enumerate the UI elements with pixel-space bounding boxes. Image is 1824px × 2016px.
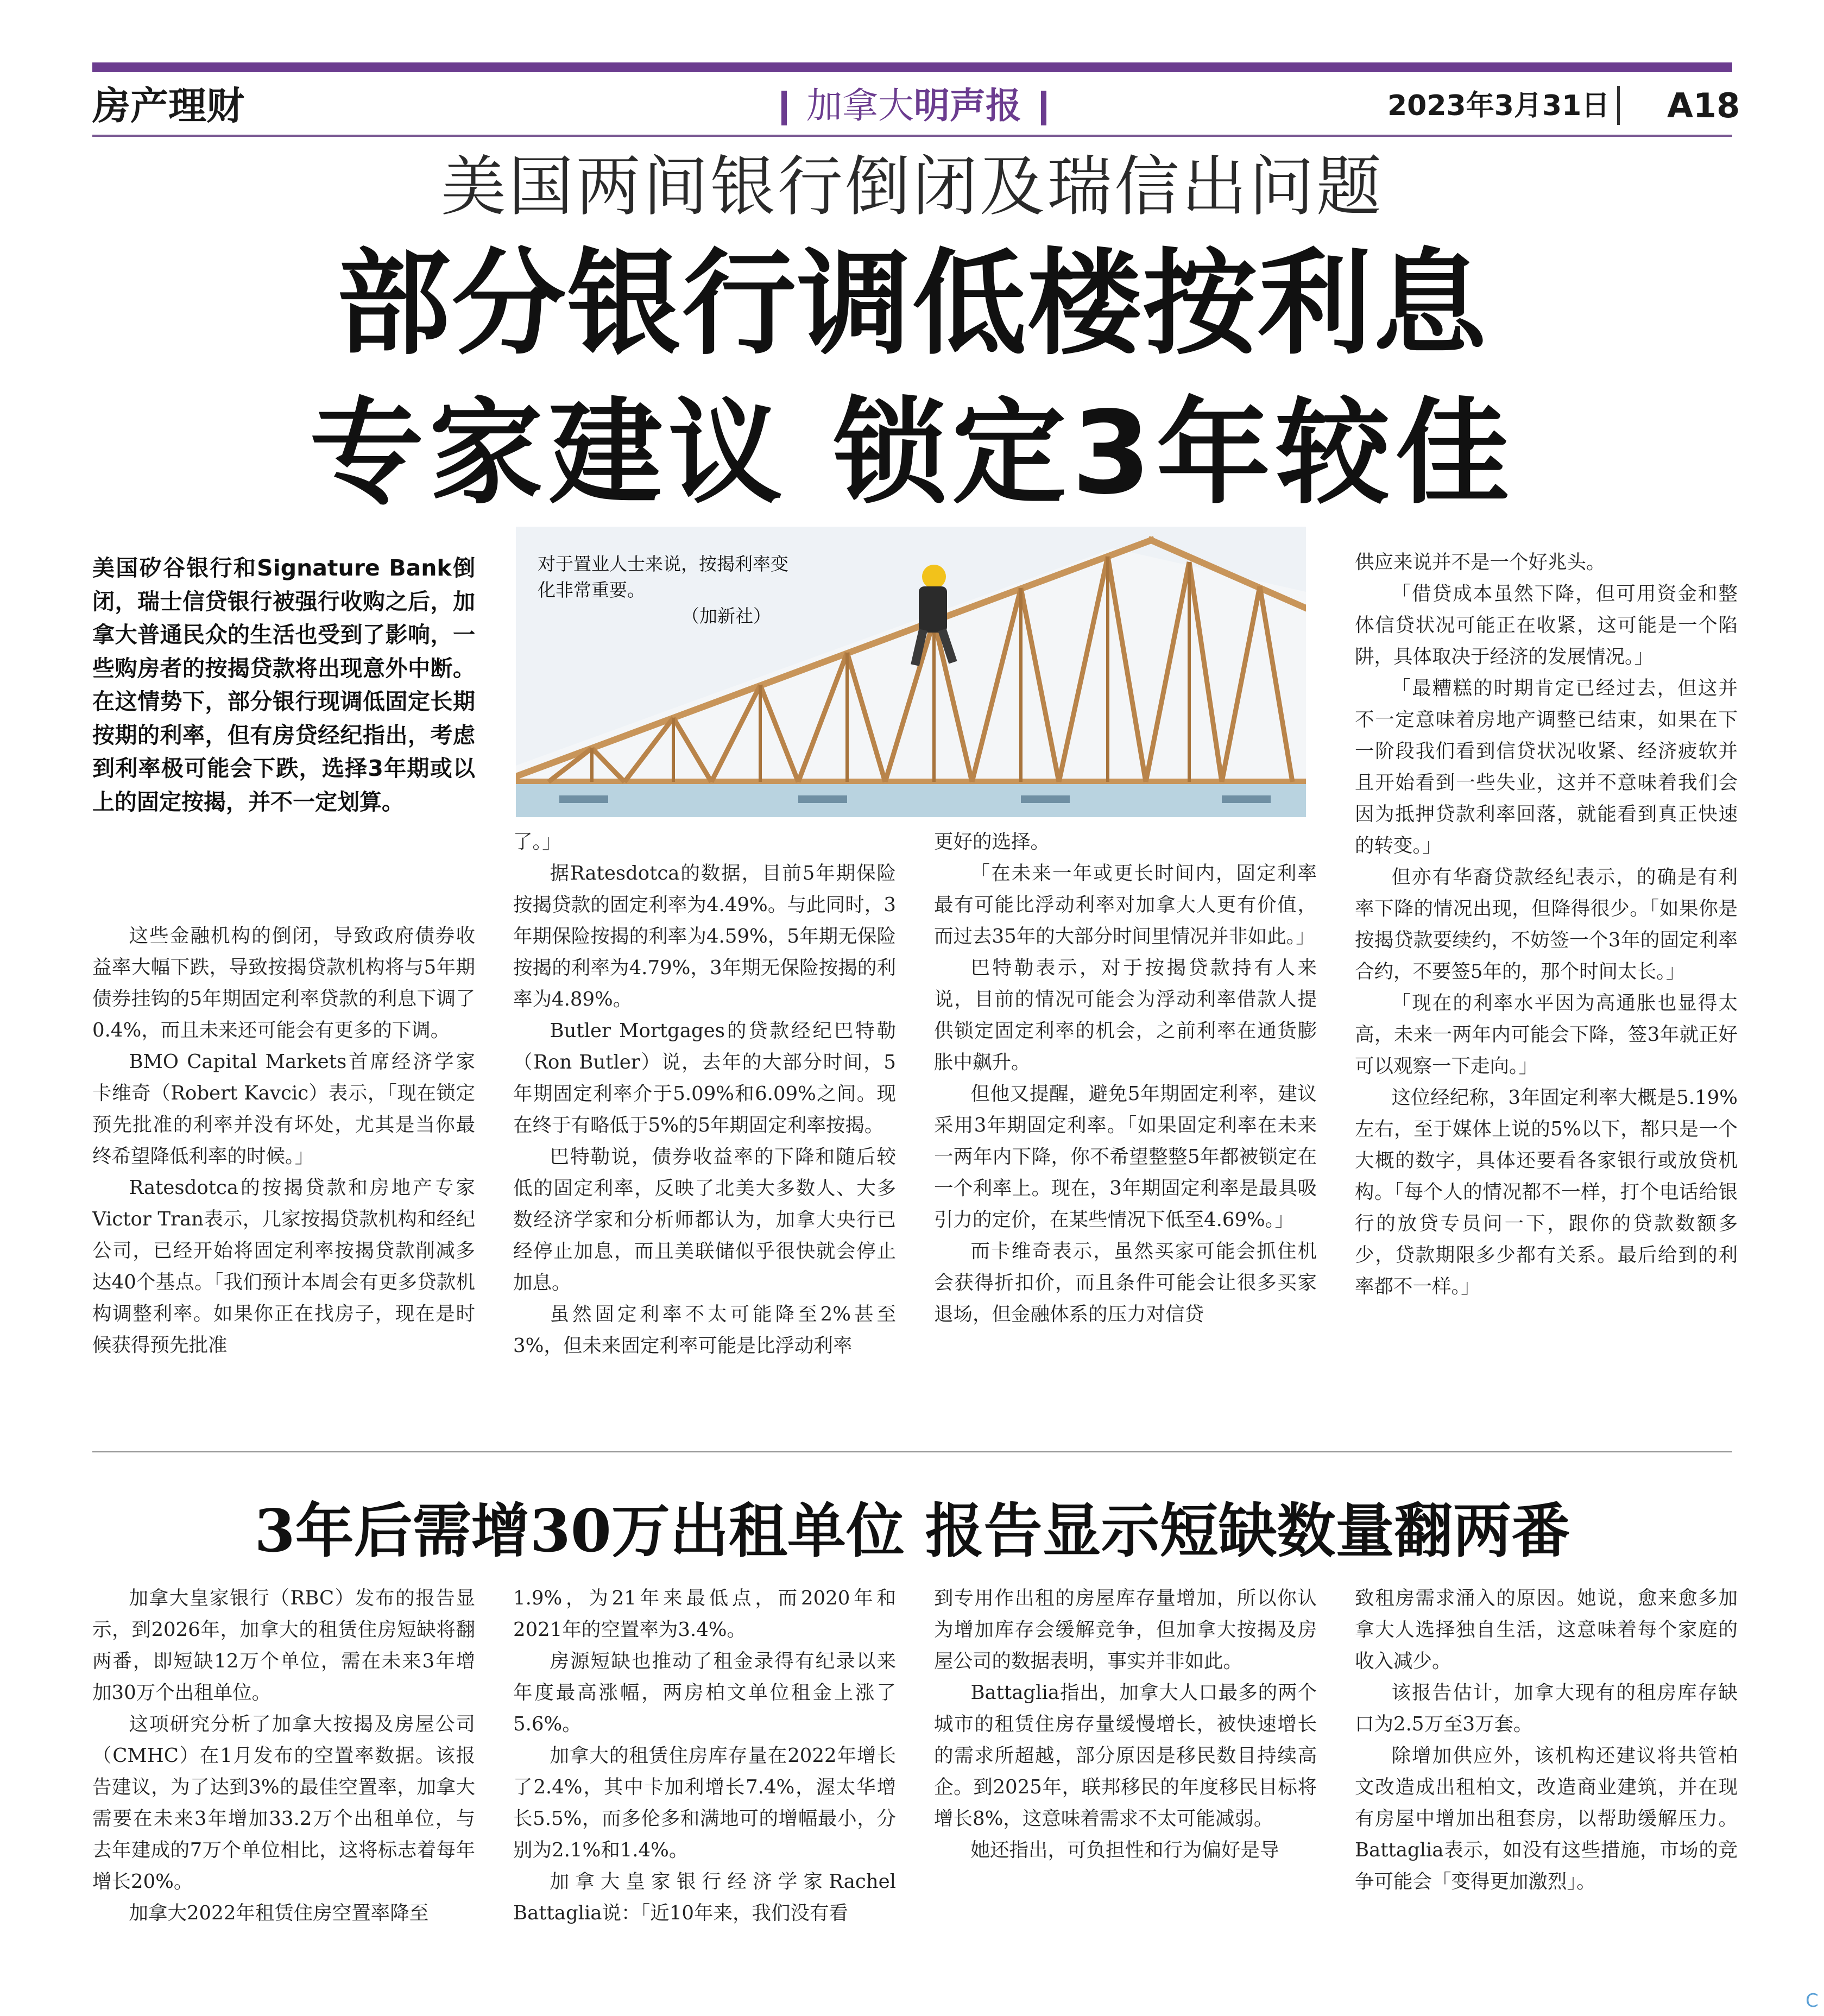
photo-caption bbox=[538, 551, 793, 629]
paragraph: 巴特勒说，债券收益率的下降和随后较低的固定利率，反映了北美大多数人、大多数经济学家和分析师都认为，加拿大央行已经停止加息，而且美联储似乎很快就会停止加息。 bbox=[513, 1146, 896, 1294]
paragraph: 供应来说并不是一个好兆头。 bbox=[1355, 551, 1606, 573]
paragraph: 致租房需求涌入的原因。她说，愈来愈多加拿大人选择独自生活，这意味着每个家庭的收入减少。 bbox=[1355, 1587, 1738, 1672]
paragraph: 这项研究分析了加拿大按揭及房屋公司（CMHC）在1月发布的空置率数据。该报告建议，为了达到3%的最佳空置率，加拿大需要在未来3年增加33.2万个出租单位，与去年建成的7万个单位相比，这将标志着每年增长20%。 bbox=[92, 1713, 475, 1893]
newspaper-title: 明声报 bbox=[914, 85, 1021, 127]
paragraph: 1.9%，为21年来最低点，而2020年和2021年的空置率为3.4%。 bbox=[513, 1587, 896, 1641]
article2-column-1 bbox=[92, 1583, 475, 1929]
paragraph: 加拿大2022年租赁住房空置率降至 bbox=[129, 1902, 429, 1924]
caption-credit: （加新社） bbox=[681, 605, 771, 627]
paragraph: Butler Mortgages的贷款经纪巴特勒（Ron Butler）说，去年的大部分时间，5年期固定利率介于5.09%和6.09%之间。现在终于有略低于5%的5年期固定利率按揭。 bbox=[513, 1020, 896, 1136]
section-divider bbox=[92, 1451, 1732, 1452]
divider-bar-left bbox=[781, 91, 787, 125]
paragraph: 「最糟糕的时期肯定已经过去，但这并不一定意味着房地产调整已结束，如果在下一阶段我们看到信贷状况收紧、经济疲软并且开始看到一些失业，这并不意味着我们会因为抵押贷款利率回落，就能看到真正快速的转变。」 bbox=[1355, 677, 1738, 857]
paragraph: 房源短缺也推动了租金录得有纪录以来年度最高涨幅，两房柏文单位租金上涨了5.6%。 bbox=[513, 1650, 896, 1735]
divider-bar-right bbox=[1041, 91, 1046, 125]
article1-column-4 bbox=[1355, 547, 1738, 1303]
paragraph: 据Ratesdotca的数据，目前5年期保险按揭贷款的固定利率为4.49%。与此同时，3年期保险按揭的利率为4.59%，5年期无保险按揭的利率为4.79%，3年期无保险按揭的利率为4.89%。 bbox=[513, 862, 896, 1010]
article1-lead: 美国矽谷银行和Signature Bank倒闭，瑞士信贷银行被强行收购之后，加拿大普通民众的生活也受到了影响，一些购房者的按揭贷款将出现意外中断。在这情势下，部分银行现调低固定长期按期的利率，但有房贷经纪指出，考虑到利率极可能会下跌，选择3年期或以上的固定按揭，并不一定划算。 bbox=[92, 555, 475, 815]
paragraph: 该报告估计，加拿大现有的租房库存缺口为2.5万至3万套。 bbox=[1355, 1682, 1738, 1735]
article1-column-2 bbox=[513, 826, 896, 1362]
paragraph: 「在未来一年或更长时间内，固定利率最有可能比浮动利率对加拿大人更有价值，而过去35年的大部分时间里情况并非如此。」 bbox=[934, 862, 1317, 947]
paragraph: 加拿大皇家银行经济学家Rachel Battaglia说：「近10年来，我们没有看 bbox=[513, 1870, 896, 1924]
paragraph: 「现在的利率水平因为高通胀也显得太高，未来一两年内可能会下降，签3年就正好可以观察一下走向。」 bbox=[1355, 992, 1738, 1077]
paragraph: 更好的选择。 bbox=[934, 831, 1050, 853]
paragraph: 除增加供应外，该机构还建议将共管柏文改造成出租柏文，改造商业建筑，并在现有房屋中增加出租套房，以帮助缓解压力。Battaglia表示，如没有这些措施，市场的竞争可能会「变得更加激烈」。 bbox=[1355, 1745, 1738, 1893]
paragraph: 她还指出，可负担性和行为偏好是导 bbox=[970, 1839, 1279, 1861]
article1-column-1 bbox=[92, 920, 475, 1361]
paragraph: 加拿大的租赁住房库存量在2022年增长了2.4%，其中卡加利增长7.4%，渥太华增长5.5%，而多伦多和满地可的增幅最小，分别为2.1%和1.4%。 bbox=[513, 1745, 896, 1861]
paragraph: 而卡维奇表示，虽然买家可能会抓住机会获得折扣价，而且条件可能会让很多买家退场，但金融体系的压力对信贷 bbox=[934, 1240, 1317, 1325]
article1-column-3 bbox=[934, 826, 1317, 1330]
footer-mark: C bbox=[1806, 1990, 1819, 2012]
paragraph: 这位经纪称，3年固定利率大概是5.19%左右，至于媒体上说的5%以下，都只是一个大概的数字，具体还要看各家银行或放贷机构。「每个人的情况都不一样，打个电话给银行的放贷专员问一下，跟你的贷款数额多少，贷款期限多少都有关系。最后给到的利率都不一样。」 bbox=[1355, 1086, 1738, 1298]
newspaper-prefix: 加拿大 bbox=[806, 85, 914, 127]
article2-headline: 3年后需增30万出租单位 报告显示短缺数量翻两番 bbox=[254, 1497, 1570, 1565]
section-title: 房产理财 bbox=[92, 84, 244, 128]
caption-text: 对于置业人士来说，按揭利率变化非常重要。 bbox=[538, 553, 788, 601]
paragraph: 到专用作出租的房屋库存量增加，所以你认为增加库存会缓解竞争，但加拿大按揭及房屋公司的数据表明，事实并非如此。 bbox=[934, 1587, 1317, 1672]
paragraph: 「借贷成本虽然下降，但可用资金和整体信贷状况可能正在收紧，这可能是一个陷阱，具体取决于经济的发展情况。」 bbox=[1355, 583, 1738, 668]
paragraph: BMO Capital Markets首席经济学家卡维奇（Robert Kavcic）表示，「现在锁定预先批准的利率并没有坏处，尤其是当你最终希望降低利率的时候。」 bbox=[92, 1051, 475, 1167]
date-separator bbox=[1617, 86, 1620, 125]
issue-date: 2023年3月31日 bbox=[1387, 90, 1610, 122]
paragraph: 了。」 bbox=[513, 831, 561, 853]
page-number: A18 bbox=[1667, 86, 1740, 125]
article2-column-3 bbox=[934, 1583, 1317, 1866]
article2-column-4 bbox=[1355, 1583, 1738, 1898]
paragraph: 加拿大皇家银行（RBC）发布的报告显示，到2026年，加拿大的租赁住房短缺将翻两番，即短缺12万个单位，需在未来3年增加30万个出租单位。 bbox=[92, 1587, 475, 1704]
paragraph: 但他又提醒，避免5年期固定利率，建议采用3年期固定利率。「如果固定利率在未来一两年内下降，你不希望整整5年都被锁定在一个利率上。现在，3年期固定利率是最具吸引力的定价，在某些情况下低至4.69%。」 bbox=[934, 1083, 1317, 1231]
newspaper-name bbox=[740, 79, 1088, 133]
paragraph: 这些金融机构的倒闭，导致政府债券收益率大幅下跌，导致按揭贷款机构将与5年期债券挂钩的5年期固定利率贷款的利息下调了0.4%，而且未来还可能会有更多的下调。 bbox=[92, 925, 475, 1041]
paragraph: 虽然固定利率不太可能降至2%甚至3%，但未来固定利率可能是比浮动利率 bbox=[513, 1303, 896, 1357]
article1-headline-line1: 部分银行调低楼按利息 bbox=[336, 237, 1488, 370]
masthead-rule bbox=[92, 135, 1732, 137]
paragraph: 巴特勒表示，对于按揭贷款持有人来说，目前的情况可能会为浮动利率借款人提供锁定固定利率的机会，之前利率在通货膨胀中飙升。 bbox=[934, 957, 1317, 1073]
article1-kicker: 美国两间银行倒闭及瑞信出问题 bbox=[441, 149, 1384, 225]
paragraph: Battaglia指出，加拿大人口最多的两个城市的租赁住房存量缓慢增长，被快速增长的需求所超越，部分原因是移民数目持续高企。到2025年，联邦移民的年度移民目标将增长8%，这意味着需求不太可能减弱。 bbox=[934, 1682, 1317, 1830]
article2-column-2 bbox=[513, 1583, 896, 1929]
masthead-color-bar bbox=[92, 62, 1732, 72]
paragraph: 但亦有华裔贷款经纪表示，的确是有利率下降的情况出现，但降得很少。「如果你是按揭贷款要续约，不妨签一个3年的固定利率合约，不要签5年的，那个时间太长。」 bbox=[1355, 866, 1738, 983]
paragraph: Ratesdotca的按揭贷款和房地产专家Victor Tran表示，几家按揭贷款机构和经纪公司，已经开始将固定利率按揭贷款削减多达40个基点。「我们预计本周会有更多贷款机构调整利率。如果你正在找房子，现在是时候获得预先批准 bbox=[92, 1177, 475, 1356]
article1-headline-line2: 专家建议 锁定3年较佳 bbox=[310, 387, 1515, 520]
